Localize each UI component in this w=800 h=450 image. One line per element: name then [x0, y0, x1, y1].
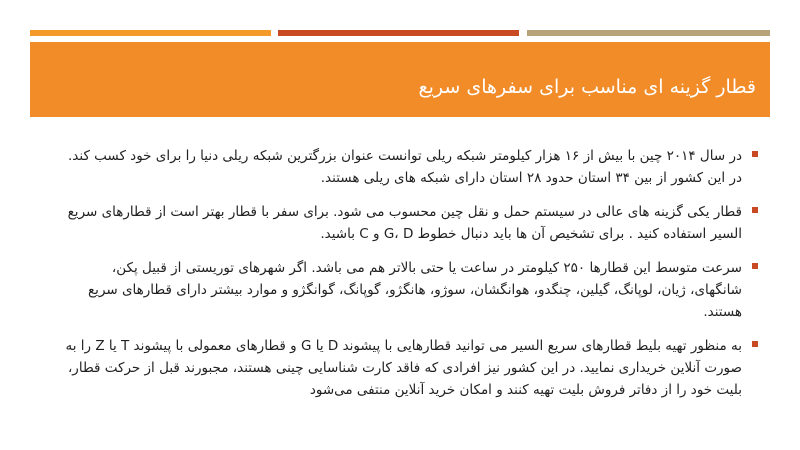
square-bullet-icon — [752, 341, 758, 347]
bullet-text: در سال ۲۰۱۴ چین با بیش از ۱۶ هزار کیلومتر شبکه ریلی توانست عنوان بزرگترین شبکه ریلی دنیا را برای خود کسب کند. در این کشور از بین ۳۴ استان حدود ۲۸ استان دارای شبکه های ریلی هستند. — [68, 148, 742, 186]
square-bullet-icon — [752, 263, 758, 269]
bullet-text: سرعت متوسط این قطارها ۲۵۰ کیلومتر در ساعت یا حتی بالاتر هم می باشد. اگر شهرهای توریستی از قبیل پکن، شانگهای، ژیان، لوپانگ، گیلین، چنگدو، هوانگشان، سوژو، هانگژو، گوپانگ، گوانگژو و موارد بیشتر دارای قطارهای سریع هستند. — [88, 260, 742, 320]
bullet-item — [60, 145, 760, 189]
bullet-list — [60, 145, 760, 413]
accent-bar-tan — [527, 30, 770, 36]
bullet-item — [60, 201, 760, 245]
bullet-item — [60, 335, 760, 401]
accent-bar-orange — [30, 30, 271, 36]
accent-bar-red — [278, 30, 519, 36]
bullet-text: قطار یکی گزینه های عالی در سیستم حمل و نقل چین محسوب می شود. برای سفر با قطار بهتر است از قطارهای سریع السیر استفاده کنید . برای تشخیص آن ها باید دنبال خطوط G، D و C باشید. — [67, 204, 742, 242]
square-bullet-icon — [752, 207, 758, 213]
bullet-item — [60, 257, 760, 323]
square-bullet-icon — [752, 151, 758, 157]
slide-title: قطار گزینه ای مناسب برای سفرهای سریع — [418, 76, 756, 98]
top-accent-bars — [30, 30, 770, 36]
title-band — [30, 42, 770, 117]
bullet-text: به منظور تهیه بلیط قطارهای سریع السیر می توانید قطارهایی با پیشوند D یا G و قطارهای معمولی با پیشوند T یا Z را به صورت آنلاین خریداری نمایید. در این کشور نیز افرادی که فاقد کارت شناسایی چینی هستند، مجبورند قبل از حرکت قطار، بلیت خود را از دفاتر فروش بلیت تهیه کنند و امکان خرید آنلاین منتفی می‌شود — [65, 338, 742, 398]
